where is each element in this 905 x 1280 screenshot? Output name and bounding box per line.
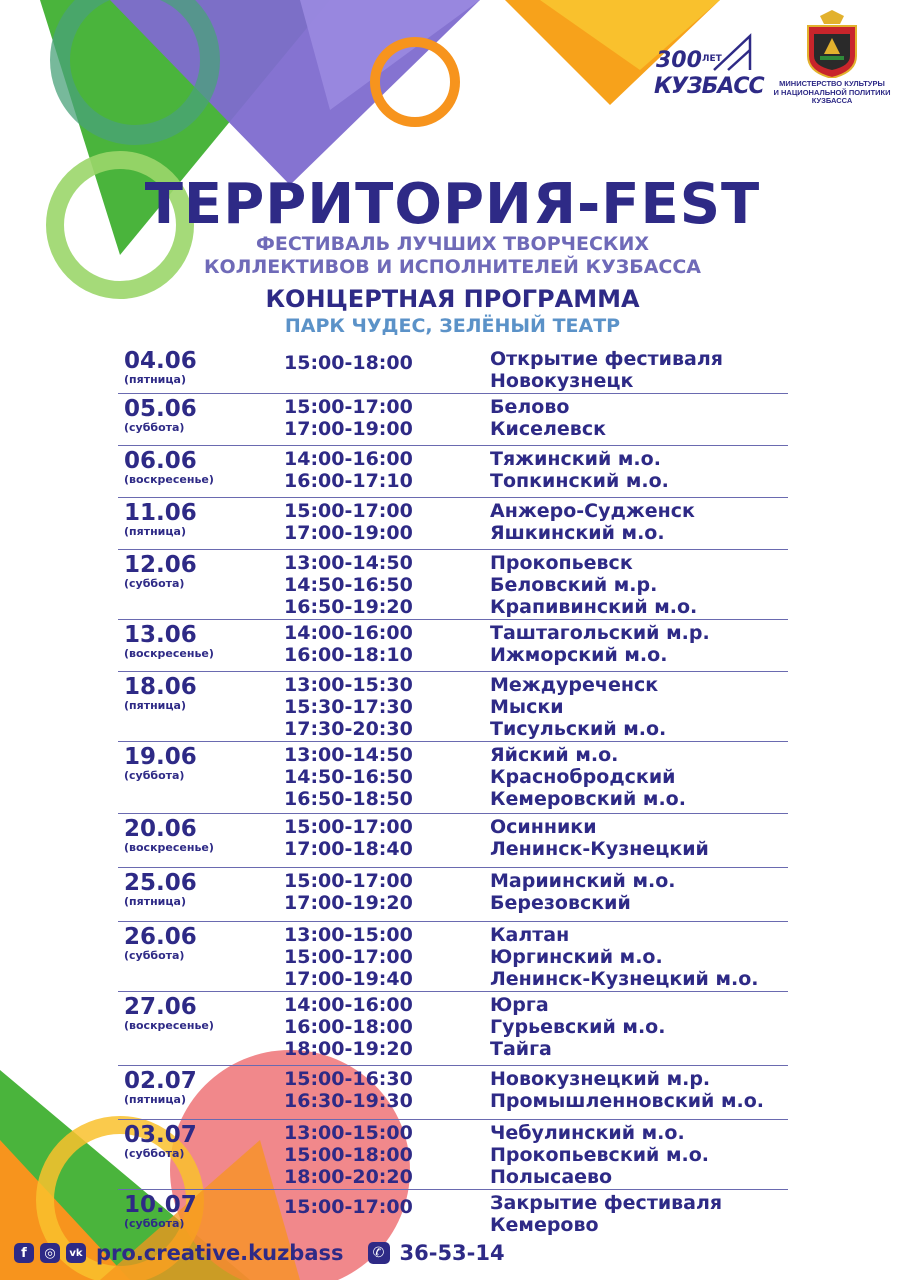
subtitle-line-1: ФЕСТИВАЛЬ ЛУЧШИХ ТВОРЧЕСКИХ (256, 233, 649, 255)
performer-name: Кемеровский м.о. (490, 788, 686, 810)
times-cell (284, 994, 490, 1065)
website-link[interactable]: pro.creative.kuzbass (96, 1241, 344, 1265)
times-cell (284, 348, 490, 393)
times-cell (284, 674, 490, 741)
time-slot: 14:50-16:50 (284, 574, 413, 596)
performers-cell (490, 622, 788, 671)
event-date: 03.07 (124, 1122, 197, 1148)
logo-number: 300 (656, 48, 702, 73)
time-slot: 16:00-18:10 (284, 644, 413, 666)
time-slot: 16:00-17:10 (284, 470, 413, 492)
performers-cell (490, 1192, 788, 1246)
logo-sup: ЛЕТ (702, 54, 722, 64)
date-cell (118, 1122, 284, 1189)
time-slot: 15:00-17:00 (284, 500, 413, 522)
day-of-week: (пятница) (124, 373, 186, 386)
date-cell (118, 870, 284, 921)
time-slot: 16:30-19:30 (284, 1090, 413, 1112)
day-of-week: (воскресенье) (124, 1019, 214, 1032)
time-slot: 16:50-19:20 (284, 596, 413, 618)
performer-name: Закрытие фестиваля (490, 1192, 723, 1214)
schedule-row (118, 992, 788, 1066)
performer-name: Калтан (490, 924, 570, 946)
times-cell (284, 1122, 490, 1189)
performers-cell (490, 994, 788, 1065)
time-slot: 13:00-14:50 (284, 744, 413, 766)
event-date: 04.06 (124, 348, 197, 374)
day-of-week: (пятница) (124, 1093, 186, 1106)
time-slot: 15:00-17:00 (284, 870, 413, 892)
anniversary-logo (652, 32, 762, 102)
time-slot: 13:00-15:00 (284, 924, 413, 946)
day-of-week: (суббота) (124, 577, 185, 590)
schedule-row (118, 868, 788, 922)
performers-cell (490, 500, 788, 549)
performer-name: Полысаево (490, 1166, 613, 1188)
time-slot: 17:00-19:00 (284, 418, 413, 440)
performer-name: Юрга (490, 994, 549, 1016)
schedule-row (118, 446, 788, 498)
performer-name: Новокузнецкий м.р. (490, 1068, 711, 1090)
performer-name: Ленинск-Кузнецкий (490, 838, 709, 860)
date-cell (118, 994, 284, 1065)
performer-name: Краснобродский (490, 766, 676, 788)
performer-name: Березовский (490, 892, 631, 914)
phone-icon: ✆ (368, 1242, 390, 1264)
schedule-row (118, 1066, 788, 1120)
performer-name: Яйский м.о. (490, 744, 619, 766)
schedule-row (118, 814, 788, 868)
time-slot: 14:00-16:00 (284, 622, 413, 644)
performer-name: Таштагольский м.р. (490, 622, 710, 644)
performer-name: Прокопьевск (490, 552, 633, 574)
performers-cell (490, 816, 788, 867)
date-cell (118, 744, 284, 813)
venue: ПАРК ЧУДЕС, ЗЕЛЁНЫЙ ТЕАТР (284, 315, 621, 337)
times-cell (284, 1068, 490, 1119)
performers-cell (490, 744, 788, 813)
performer-name: Крапивинский м.о. (490, 596, 698, 618)
time-slot: 17:00-19:20 (284, 892, 413, 914)
performers-cell (490, 552, 788, 619)
schedule-row (118, 620, 788, 672)
time-slot: 15:00-17:00 (284, 816, 413, 838)
performer-name: Тисульский м.о. (490, 718, 667, 740)
day-of-week: (воскресенье) (124, 473, 214, 486)
time-slot: 17:30-20:30 (284, 718, 413, 740)
performer-name: Ленинск-Кузнецкий м.о. (490, 968, 759, 990)
times-cell (284, 924, 490, 991)
time-slot: 14:50-16:50 (284, 766, 413, 788)
times-cell (284, 744, 490, 813)
day-of-week: (пятница) (124, 895, 186, 908)
performer-name: Анжеро-Судженск (490, 500, 695, 522)
logo-name: КУЗБАСС (654, 74, 764, 99)
time-slot: 15:00-18:00 (284, 1144, 413, 1166)
phone-number[interactable]: 36-53-14 (399, 1241, 505, 1265)
day-of-week: (воскресенье) (124, 841, 214, 854)
day-of-week: (суббота) (124, 769, 185, 782)
time-slot: 16:00-18:00 (284, 1016, 413, 1038)
event-date: 13.06 (124, 622, 197, 648)
time-slot: 17:00-19:00 (284, 522, 413, 544)
performer-name: Прокопьевский м.о. (490, 1144, 709, 1166)
day-of-week: (воскресенье) (124, 647, 214, 660)
event-date: 02.07 (124, 1068, 197, 1094)
event-date: 26.06 (124, 924, 197, 950)
time-slot: 18:00-20:20 (284, 1166, 413, 1188)
day-of-week: (суббота) (124, 421, 185, 434)
times-cell (284, 448, 490, 497)
day-of-week: (пятница) (124, 525, 186, 538)
day-of-week: (пятница) (124, 699, 186, 712)
date-cell (118, 1068, 284, 1119)
times-cell (284, 816, 490, 867)
time-slot: 18:00-19:20 (284, 1038, 413, 1060)
time-slot: 13:00-15:30 (284, 674, 413, 696)
schedule-row (118, 922, 788, 992)
day-of-week: (суббота) (124, 1147, 185, 1160)
schedule-row (118, 672, 788, 742)
time-slot: 15:00-17:00 (284, 396, 413, 418)
event-date: 25.06 (124, 870, 197, 896)
footer (14, 1238, 505, 1268)
schedule-table (118, 346, 788, 1246)
performers-cell (490, 870, 788, 921)
performer-name: Открытие фестиваля (490, 348, 723, 370)
time-slot: 17:00-19:40 (284, 968, 413, 990)
performers-cell (490, 1122, 788, 1189)
time-slot: 17:00-18:40 (284, 838, 413, 860)
performer-name: Яшкинский м.о. (490, 522, 665, 544)
performer-name: Тяжинский м.о. (490, 448, 661, 470)
times-cell (284, 396, 490, 445)
time-slot: 15:00-17:00 (284, 1196, 413, 1218)
performer-name: Юргинский м.о. (490, 946, 663, 968)
time-slot: 15:00-17:00 (284, 946, 413, 968)
ministry-name (762, 80, 902, 106)
ministry-line-3: КУЗБАССА (811, 96, 853, 105)
time-slot: 13:00-14:50 (284, 552, 413, 574)
program-title: КОНЦЕРТНАЯ ПРОГРАММА (265, 285, 640, 313)
schedule-row (118, 742, 788, 814)
date-cell (118, 348, 284, 393)
ministry-line-1: МИНИСТЕРСТВО КУЛЬТУРЫ (779, 79, 885, 88)
time-slot: 15:00-16:30 (284, 1068, 413, 1090)
time-slot: 14:00-16:00 (284, 448, 413, 470)
performer-name: Мариинский м.о. (490, 870, 676, 892)
event-date: 11.06 (124, 500, 197, 526)
performers-cell (490, 1068, 788, 1119)
subtitle-line-2: КОЛЛЕКТИВОВ И ИСПОЛНИТЕЛЕЙ КУЗБАССА (203, 256, 701, 278)
event-date: 20.06 (124, 816, 197, 842)
event-date: 18.06 (124, 674, 197, 700)
festival-title: ТЕРРИТОРИЯ-FEST (144, 172, 761, 237)
ministry-line-2: И НАЦИОНАЛЬНОЙ ПОЛИТИКИ (773, 87, 891, 97)
time-slot: 15:30-17:30 (284, 696, 413, 718)
performer-name: Мыски (490, 696, 564, 718)
performer-name: Промышленновский м.о. (490, 1090, 764, 1112)
performers-cell (490, 448, 788, 497)
day-of-week: (суббота) (124, 1217, 185, 1230)
date-cell (118, 396, 284, 445)
performer-name: Чебулинский м.о. (490, 1122, 685, 1144)
performer-name: Беловский м.р. (490, 574, 658, 596)
date-cell (118, 552, 284, 619)
performers-cell (490, 348, 788, 393)
performer-name: Белово (490, 396, 570, 418)
event-date: 12.06 (124, 552, 197, 578)
schedule-row (118, 550, 788, 620)
event-date: 05.06 (124, 396, 197, 422)
schedule-row (118, 498, 788, 550)
date-cell (118, 448, 284, 497)
times-cell (284, 552, 490, 619)
time-slot: 16:50-18:50 (284, 788, 413, 810)
event-date: 06.06 (124, 448, 197, 474)
day-of-week: (суббота) (124, 949, 185, 962)
performer-name: Осинники (490, 816, 597, 838)
schedule-row (118, 346, 788, 394)
instagram-icon[interactable]: ◎ (40, 1243, 60, 1263)
date-cell (118, 622, 284, 671)
time-slot: 14:00-16:00 (284, 994, 413, 1016)
event-date: 19.06 (124, 744, 197, 770)
performer-name: Новокузнецк (490, 370, 634, 392)
performer-name: Ижморский м.о. (490, 644, 668, 666)
performer-name: Киселевск (490, 418, 606, 440)
date-cell (118, 924, 284, 991)
vk-icon[interactable]: vk (66, 1243, 86, 1263)
schedule-row (118, 394, 788, 446)
date-cell (118, 816, 284, 867)
times-cell (284, 870, 490, 921)
coat-of-arms-emblem (800, 10, 864, 78)
times-cell (284, 500, 490, 549)
date-cell (118, 500, 284, 549)
performers-cell (490, 396, 788, 445)
time-slot: 13:00-15:00 (284, 1122, 413, 1144)
date-cell (118, 674, 284, 741)
facebook-icon[interactable]: f (14, 1243, 34, 1263)
performer-name: Междуреченск (490, 674, 659, 696)
times-cell (284, 622, 490, 671)
event-date: 10.07 (124, 1192, 197, 1218)
schedule-row (118, 1120, 788, 1190)
performer-name: Кемерово (490, 1214, 599, 1236)
performer-name: Тайга (490, 1038, 552, 1060)
performer-name: Гурьевский м.о. (490, 1016, 666, 1038)
time-slot: 15:00-18:00 (284, 352, 413, 374)
performers-cell (490, 924, 788, 991)
event-date: 27.06 (124, 994, 197, 1020)
performer-name: Топкинский м.о. (490, 470, 669, 492)
performers-cell (490, 674, 788, 741)
